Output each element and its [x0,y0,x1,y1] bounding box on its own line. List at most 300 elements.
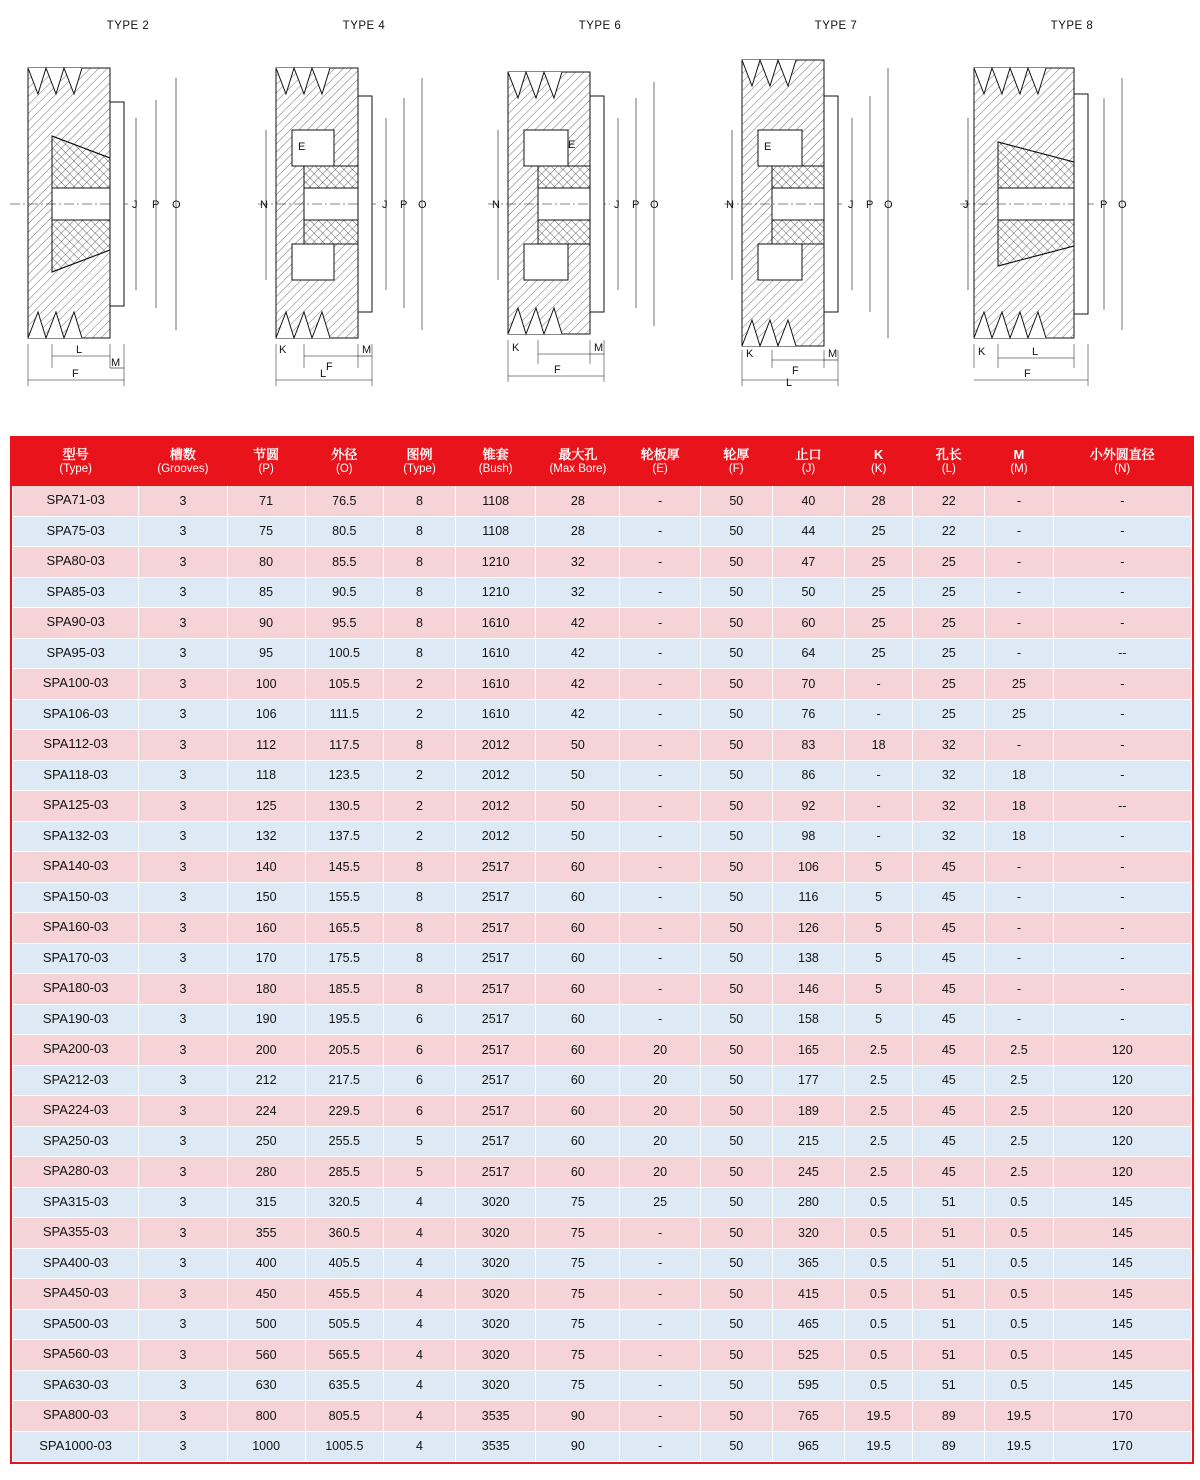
table-cell: 50 [700,913,772,944]
table-cell: 1610 [456,669,536,700]
table-cell: 8 [383,638,455,669]
header-main: 图例 [406,446,433,462]
header-main: 止口 [795,446,822,462]
header-main: 轮厚 [723,446,750,462]
table-cell: 565.5 [305,1340,383,1371]
dim-label-K: K [279,344,287,356]
table-cell: 19.5 [845,1431,913,1462]
table-cell: 0.5 [985,1187,1053,1218]
table-cell: - [1053,821,1191,852]
table-cell: 3020 [456,1309,536,1340]
table-cell: 25 [845,547,913,578]
col-header-m [985,439,1053,486]
header-sub: (L) [941,462,956,475]
figure-type-6 [482,6,718,400]
dim-label-L: L [76,344,83,356]
cell-type: SPA800-03 [13,1401,139,1432]
table-cell: 50 [700,1248,772,1279]
table-cell: 50 [700,1004,772,1035]
table-cell: 32 [913,760,985,791]
table-cell: - [1053,547,1191,578]
diagram-strip [10,0,1190,400]
table-cell: 3 [139,1126,227,1157]
table-cell: - [620,852,700,883]
table-cell: 3 [139,882,227,913]
table-row [13,1126,1192,1157]
cell-type: SPA132-03 [13,821,139,852]
table-cell: 126 [772,913,844,944]
table-cell: 75 [536,1309,620,1340]
figure-title: TYPE 6 [578,20,622,32]
table-cell: 3020 [456,1218,536,1249]
table-cell: 170 [227,943,305,974]
table-cell: 45 [913,1065,985,1096]
table-cell: 2 [383,669,455,700]
table-cell: - [1053,730,1191,761]
table-cell: 32 [913,730,985,761]
table-cell: 145 [1053,1340,1191,1371]
table-cell: 6 [383,1004,455,1035]
table-cell: 3 [139,852,227,883]
col-header-bore-length [913,439,985,486]
table-cell: 3 [139,1248,227,1279]
table-cell: - [1053,943,1191,974]
table-cell: 2517 [456,852,536,883]
table-cell: 150 [227,882,305,913]
table-cell: 3535 [456,1401,536,1432]
table-cell: 8 [383,608,455,639]
table-cell: 320 [772,1218,844,1249]
table-cell: 145 [1053,1279,1191,1310]
table-cell: 5 [845,974,913,1005]
table-cell: - [1053,699,1191,730]
table-cell: - [985,1004,1053,1035]
cell-type: SPA1000-03 [13,1431,139,1462]
table-cell: 76 [772,699,844,730]
table-cell: 75 [536,1187,620,1218]
table-cell: 2012 [456,821,536,852]
dim-label-J: J [848,199,854,211]
table-cell: 120 [1053,1157,1191,1188]
dim-label-N: N [492,199,500,211]
table-cell: 50 [536,730,620,761]
dim-label-P: P [400,199,408,211]
table-cell: 8 [383,913,455,944]
table-cell: - [620,1370,700,1401]
table-cell: 75 [536,1248,620,1279]
table-cell: 28 [536,486,620,517]
table-cell: 4 [383,1248,455,1279]
dim-label-J: J [963,199,969,211]
table-cell: 3 [139,1065,227,1096]
table-cell: 50 [536,760,620,791]
table-cell: 8 [383,730,455,761]
table-cell: 355 [227,1218,305,1249]
table-cell: 3535 [456,1431,536,1462]
table-cell: 2 [383,699,455,730]
table-cell: 2517 [456,1035,536,1066]
table-cell: 3020 [456,1340,536,1371]
table-cell: - [620,577,700,608]
figure-title: TYPE 4 [342,20,386,32]
table-cell: 5 [383,1157,455,1188]
table-row [13,1035,1192,1066]
table-row [13,1157,1192,1188]
table-cell: 32 [536,577,620,608]
table-cell: 2517 [456,913,536,944]
cell-type: SPA71-03 [13,486,139,517]
cell-type: SPA80-03 [13,547,139,578]
header-sub: (J) [801,462,816,475]
header-row [13,439,1192,486]
table-cell: 50 [700,577,772,608]
table-cell: 51 [913,1340,985,1371]
table-cell: 2 [383,791,455,822]
table-cell: - [1053,852,1191,883]
table-cell: 2012 [456,791,536,822]
table-cell: 1108 [456,486,536,517]
table-cell: 42 [536,699,620,730]
table-cell: 64 [772,638,844,669]
table-cell: 50 [700,1126,772,1157]
table-cell: 0.5 [845,1279,913,1310]
table-cell: 3 [139,577,227,608]
table-cell: 85.5 [305,547,383,578]
table-cell: 2517 [456,882,536,913]
dim-label-K: K [512,342,520,354]
table-row [13,669,1192,700]
table-cell: - [1053,882,1191,913]
dim-label-F: F [792,365,799,377]
table-cell: 89 [913,1401,985,1432]
header-sub: (O) [336,462,353,475]
dim-label-P: P [632,199,640,211]
table-cell: 106 [227,699,305,730]
table-cell: 50 [700,791,772,822]
table-cell: 180 [227,974,305,1005]
dim-label-E: E [568,139,576,151]
figure-type-7 [718,6,954,400]
dim-label-J: J [614,199,620,211]
figure-type-2-drawing [10,38,246,388]
table-cell: 45 [913,1126,985,1157]
table-cell: 50 [700,852,772,883]
table-cell: 25 [985,699,1053,730]
table-cell: - [620,547,700,578]
table-cell: 280 [772,1187,844,1218]
table-row [13,974,1192,1005]
table-cell: 3 [139,791,227,822]
dim-label-L: L [1032,346,1039,358]
figure-type-7-drawing [718,38,954,388]
cell-type: SPA150-03 [13,882,139,913]
col-header-outer-dia [305,439,383,486]
table-cell: 50 [700,1218,772,1249]
table-cell: - [620,699,700,730]
header-main: 锥套 [482,446,509,462]
table-cell: 465 [772,1309,844,1340]
table-cell: 195.5 [305,1004,383,1035]
table-cell: 3 [139,638,227,669]
table-cell: 3 [139,1309,227,1340]
table-cell: 217.5 [305,1065,383,1096]
table-cell: 50 [700,486,772,517]
table-cell: 4 [383,1431,455,1462]
table-cell: 50 [700,1279,772,1310]
table-cell: 250 [227,1126,305,1157]
cell-type: SPA200-03 [13,1035,139,1066]
table-row [13,699,1192,730]
table-cell: 120 [1053,1096,1191,1127]
table-cell: 190 [227,1004,305,1035]
table-cell: 32 [913,821,985,852]
header-main: 最大孔 [558,446,598,462]
col-header-bush [456,439,536,486]
table-cell: 525 [772,1340,844,1371]
table-cell: 320.5 [305,1187,383,1218]
figure-type-8-drawing [954,38,1190,388]
table-cell: 45 [913,1035,985,1066]
table-row [13,882,1192,913]
table-cell: 2.5 [845,1096,913,1127]
dim-label-E: E [298,141,306,153]
table-cell: 100 [227,669,305,700]
dim-label-J: J [132,199,138,211]
table-row [13,1340,1192,1371]
header-sub: (M) [1010,462,1028,475]
cell-type: SPA140-03 [13,852,139,883]
table-cell: 315 [227,1187,305,1218]
table-cell: - [845,669,913,700]
table-cell: 224 [227,1096,305,1127]
dim-label-K: K [746,348,754,360]
table-cell: 50 [700,1096,772,1127]
table-cell: - [1053,760,1191,791]
dim-label-O: O [418,199,427,211]
table-cell: 20 [620,1065,700,1096]
table-cell: 4 [383,1401,455,1432]
table-cell: 90 [227,608,305,639]
table-cell: 2.5 [845,1126,913,1157]
table-cell: 2 [383,821,455,852]
table-cell: 60 [536,1065,620,1096]
table-cell: - [1053,974,1191,1005]
table-cell: 20 [620,1096,700,1127]
dim-label-M: M [828,348,838,360]
header-sub: (P) [258,462,274,475]
table-cell: 50 [700,1340,772,1371]
table-cell: 3 [139,913,227,944]
table-cell: 51 [913,1218,985,1249]
table-cell: 1210 [456,577,536,608]
dim-label-M: M [111,357,121,369]
col-header-max-bore [536,439,620,486]
figure-title: TYPE 2 [106,20,150,32]
table-cell: 8 [383,943,455,974]
table-cell: 90 [536,1401,620,1432]
table-cell: 19.5 [985,1401,1053,1432]
table-cell: 0.5 [985,1218,1053,1249]
dim-label-O: O [1118,199,1127,211]
table-cell: 3 [139,1431,227,1462]
table-cell: 50 [700,608,772,639]
dim-label-L: L [786,377,793,388]
table-cell: 42 [536,638,620,669]
table-cell: - [1053,516,1191,547]
cell-type: SPA90-03 [13,608,139,639]
table-cell: 3 [139,760,227,791]
table-row [13,1096,1192,1127]
table-cell: 4 [383,1187,455,1218]
table-cell: 45 [913,1096,985,1127]
table-cell: 140 [227,852,305,883]
table-cell: 3 [139,821,227,852]
table-cell: 45 [913,913,985,944]
table-cell: 0.5 [845,1218,913,1249]
table-cell: 145 [1053,1370,1191,1401]
table-cell: 4 [383,1340,455,1371]
table-cell: - [845,791,913,822]
table-cell: 50 [700,1401,772,1432]
table-cell: - [985,943,1053,974]
table-cell: 0.5 [845,1370,913,1401]
table-cell: 123.5 [305,760,383,791]
table-cell: 0.5 [985,1309,1053,1340]
table-cell: 112 [227,730,305,761]
header-main: K [873,446,884,462]
table-cell: 2517 [456,1157,536,1188]
table-cell: 280 [227,1157,305,1188]
dim-label-F: F [554,364,561,376]
table-row [13,1279,1192,1310]
table-cell: 50 [700,882,772,913]
cell-type: SPA180-03 [13,974,139,1005]
table-cell: 32 [913,791,985,822]
table-cell: 165 [772,1035,844,1066]
table-row [13,547,1192,578]
table-cell: 47 [772,547,844,578]
table-cell: - [620,1248,700,1279]
table-cell: 45 [913,1157,985,1188]
table-cell: 83 [772,730,844,761]
table-cell: 4 [383,1218,455,1249]
table-cell: 75 [536,1340,620,1371]
table-cell: 2012 [456,760,536,791]
table-row [13,1065,1192,1096]
table-cell: 50 [700,943,772,974]
table-cell: 455.5 [305,1279,383,1310]
table-cell: 3 [139,1401,227,1432]
table-cell: 22 [913,516,985,547]
table-cell: 75 [536,1279,620,1310]
table-cell: 111.5 [305,699,383,730]
table-cell: 42 [536,608,620,639]
header-sub: (N) [1114,462,1131,475]
table-cell: 2.5 [985,1126,1053,1157]
table-cell: - [620,791,700,822]
table-body [13,486,1192,1462]
table-cell: 6 [383,1035,455,1066]
table-cell: - [1053,577,1191,608]
table-cell: - [985,608,1053,639]
table-cell: - [620,760,700,791]
table-row [13,486,1192,517]
table-cell: - [1053,608,1191,639]
table-cell: 2.5 [985,1065,1053,1096]
table-cell: 3 [139,1157,227,1188]
table-cell: 137.5 [305,821,383,852]
table-cell: 5 [383,1126,455,1157]
table-cell: 360.5 [305,1218,383,1249]
dim-label-F: F [72,368,79,380]
table-cell: 90 [536,1431,620,1462]
cell-type: SPA280-03 [13,1157,139,1188]
header-sub: (Grooves) [157,462,209,475]
table-cell: 505.5 [305,1309,383,1340]
cell-type: SPA250-03 [13,1126,139,1157]
table-row [13,516,1192,547]
cell-type: SPA560-03 [13,1340,139,1371]
table-cell: 8 [383,974,455,1005]
table-cell: - [1053,669,1191,700]
table-cell: 2.5 [845,1035,913,1066]
table-cell: 22 [913,486,985,517]
table-cell: 0.5 [985,1248,1053,1279]
table-cell: 285.5 [305,1157,383,1188]
table-cell: 2.5 [845,1157,913,1188]
table-cell: 177 [772,1065,844,1096]
table-cell: 86 [772,760,844,791]
table-cell: 60 [536,882,620,913]
table-cell: 229.5 [305,1096,383,1127]
table-cell: 51 [913,1248,985,1279]
table-cell: 60 [536,1004,620,1035]
table-row [13,1370,1192,1401]
table-row [13,943,1192,974]
table-cell: 60 [536,913,620,944]
table-row [13,1004,1192,1035]
header-main: M [1013,446,1025,462]
table-cell: - [620,1401,700,1432]
table-cell: 50 [700,669,772,700]
figure-type-2 [10,6,246,400]
table-cell: 215 [772,1126,844,1157]
table-cell: 2 [383,760,455,791]
table-cell: 50 [700,974,772,1005]
table-cell: 45 [913,882,985,913]
figure-type-4-drawing [246,38,482,388]
table-cell: 3 [139,974,227,1005]
table-cell: 25 [913,669,985,700]
table-cell: 130.5 [305,791,383,822]
table-cell: 60 [536,943,620,974]
table-cell: 5 [845,852,913,883]
table-cell: 2517 [456,1065,536,1096]
cell-type: SPA100-03 [13,669,139,700]
table-cell: 50 [536,821,620,852]
table-row [13,1401,1192,1432]
table-cell: 3020 [456,1370,536,1401]
dim-label-P: P [152,199,160,211]
figure-title: TYPE 8 [1050,20,1094,32]
table-cell: 4 [383,1309,455,1340]
table-cell: 2517 [456,1004,536,1035]
table-cell: 3 [139,516,227,547]
table-cell: 145 [1053,1309,1191,1340]
table-cell: - [620,730,700,761]
header-sub: (Max Bore) [549,462,607,475]
table-cell: 120 [1053,1126,1191,1157]
